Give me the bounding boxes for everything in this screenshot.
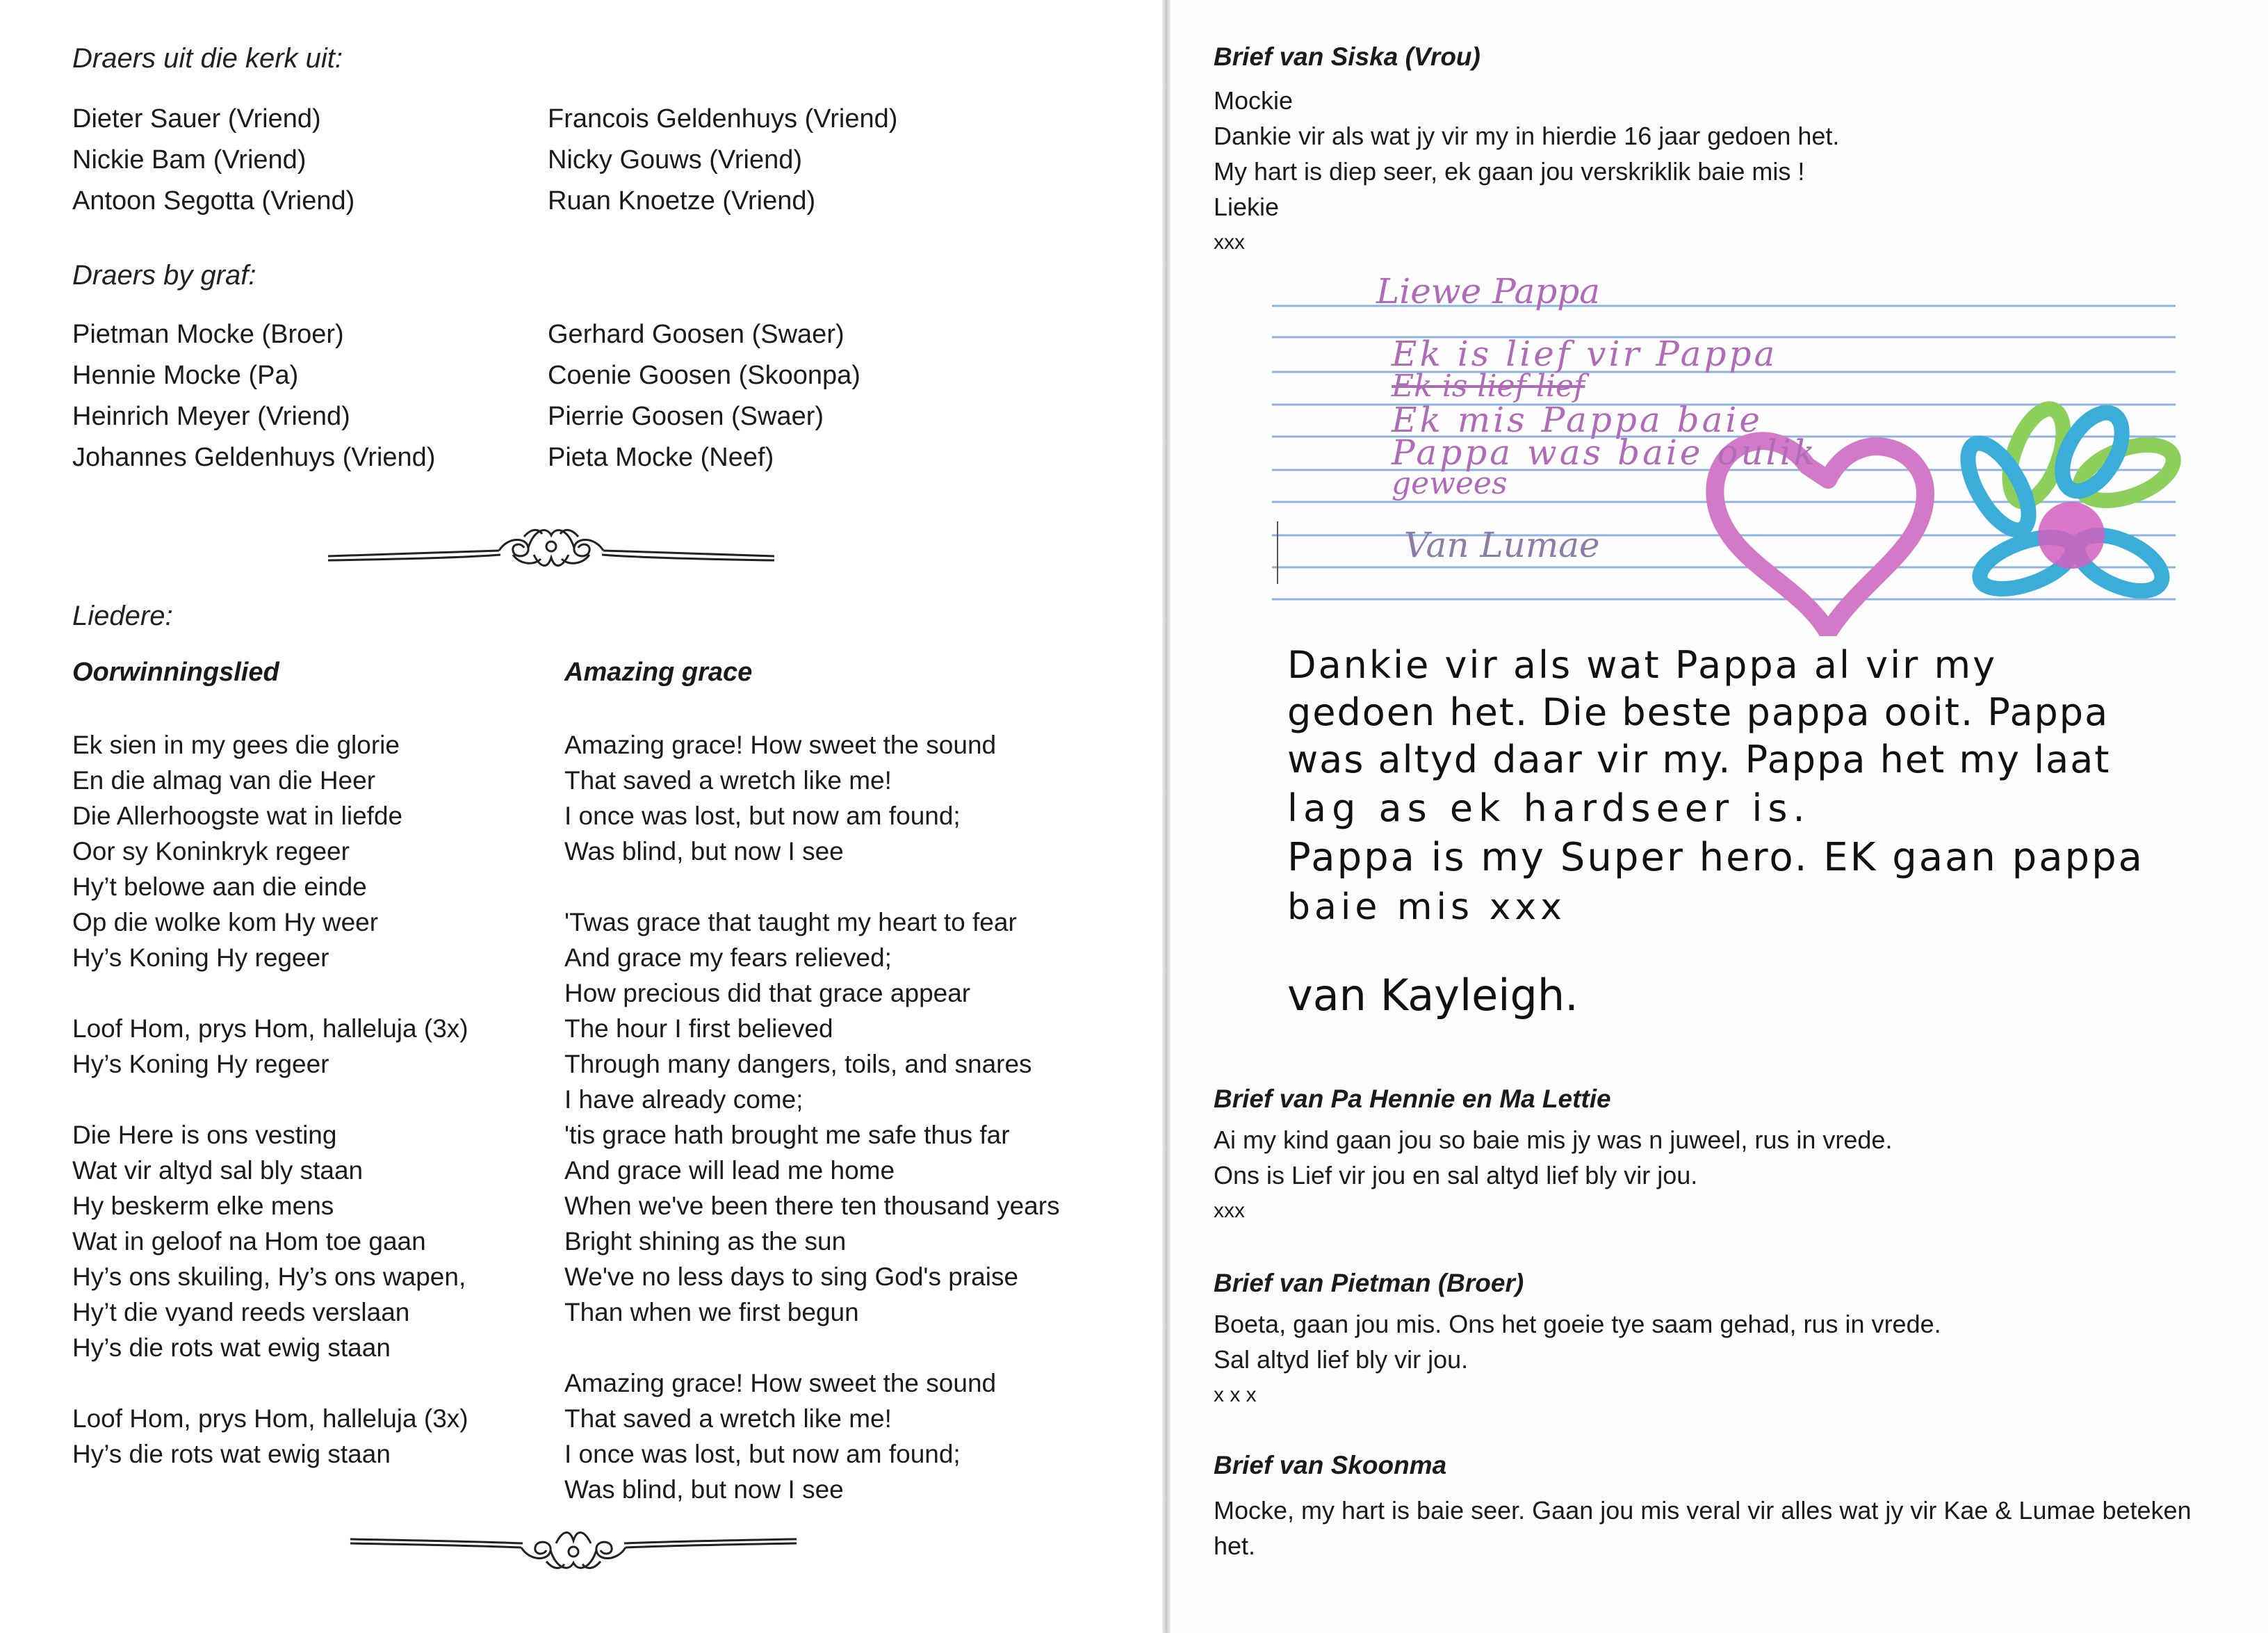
handwritten-line: gedoen het. Die beste pappa ooit. Pappa [1287, 690, 2110, 734]
bearer-name: Francois Geldenhuys (Vriend) [548, 104, 898, 133]
lyric-line: Amazing grace! How sweet the sound [564, 731, 997, 759]
letter-title: Brief van Skoonma [1214, 1451, 1447, 1479]
lyric-line: Hy’s Koning Hy regeer [72, 1050, 329, 1078]
letter-line: Sal altyd lief bly vir jou. [1214, 1345, 1469, 1374]
lyric-line: 'tis grace hath brought me safe thus far [564, 1121, 1010, 1149]
child-writing-signature: Van Lumae [1404, 525, 1600, 565]
letter-kisses: xxx [1214, 1199, 1245, 1222]
lyric-line: Was blind, but now I see [564, 1475, 844, 1504]
lyric-line: We've no less days to sing God's praise [564, 1262, 1019, 1291]
letter-line: Boeta, gaan jou mis. Ons het goeie tye saam gehad, rus in vrede. [1214, 1310, 1941, 1338]
bearer-name: Coenie Goosen (Skoonpa) [548, 361, 860, 390]
letter-siska [1214, 39, 1839, 260]
lyric-line: The hour I first believed [564, 1014, 833, 1043]
lyric-line: Through many dangers, toils, and snares [564, 1050, 1032, 1078]
bearer-name: Pierrie Goosen (Swaer) [548, 402, 824, 431]
bearer-name: Ruan Knoetze (Vriend) [548, 186, 816, 216]
bearer-name: Dieter Sauer (Vriend) [72, 104, 321, 133]
child-writing-line: Ek mis Pappa baie [1392, 400, 1763, 440]
stanza-gap [72, 975, 468, 1011]
stanza-gap [564, 869, 1060, 904]
letter-kisses: x x x [1214, 1383, 1257, 1406]
letter-pietman [1214, 1265, 1941, 1413]
child-writing-line: gewees [1392, 466, 1508, 501]
lyric-line: Hy’s die rots wat ewig staan [72, 1440, 391, 1468]
letter-line: Mocke, my hart is baie seer. Gaan jou mis veral vir alles wat jy vir Kae & Lumae beteken [1214, 1496, 2192, 1525]
handwritten-line: baie mis xxx [1287, 886, 1566, 928]
pallbearers-grave-col1 [72, 314, 435, 478]
song2-lyrics [564, 727, 1060, 1507]
bearer-name: Nicky Gouws (Vriend) [548, 145, 803, 174]
lyric-line: I have already come; [564, 1085, 803, 1114]
stanza-gap [564, 1330, 1060, 1365]
letter-line: Ai my kind gaan jou so baie mis jy was n juweel, rus in vrede. [1214, 1126, 1893, 1154]
bearer-name: Hennie Mocke (Pa) [72, 361, 299, 390]
handwritten-line: was altyd daar vir my. Pappa het my laat [1287, 738, 2111, 781]
letter-parents [1214, 1081, 1892, 1228]
lyric-line: Oor sy Koninkryk regeer [72, 837, 350, 866]
letter-line: My hart is diep seer, ek gaan jou verskriklik baie mis ! [1214, 157, 1805, 186]
lyric-line: Bright shining as the sun [564, 1227, 847, 1256]
bearer-name: Heinrich Meyer (Vriend) [72, 402, 350, 431]
handwritten-line: Dankie vir als wat Pappa al vir my [1287, 643, 1998, 687]
handwritten-line: Pappa is my Super hero. EK gaan pappa [1287, 835, 2144, 880]
lyric-line: Die Here is ons vesting [72, 1121, 337, 1149]
handwritten-signature: van Kayleigh. [1287, 970, 1578, 1021]
lyric-line: Amazing grace! How sweet the sound [564, 1369, 997, 1397]
lyric-line: Hy’s Koning Hy regeer [72, 943, 329, 972]
child-writing-line: Ek is lief lief [1392, 368, 1585, 404]
child-writing-line: Pappa was baie oulik [1392, 432, 1818, 473]
lyric-line: Loof Hom, prys Hom, halleluja (3x) [72, 1404, 468, 1433]
lyric-line: Wat in geloof na Hom toe gaan [72, 1227, 426, 1256]
lyric-line: Hy’s ons skuiling, Hy’s ons wapen, [72, 1262, 466, 1291]
lyric-line: Hy’t die vyand reeds verslaan [72, 1298, 410, 1326]
child-writing-line: Liewe Pappa [1376, 271, 1601, 311]
lyric-line: Hy beskerm elke mens [72, 1192, 334, 1220]
lyric-line: Loof Hom, prys Hom, halleluja (3x) [72, 1014, 468, 1043]
lyric-line: 'Twas grace that taught my heart to fear [564, 908, 1017, 936]
letter-line: het. [1214, 1532, 1256, 1560]
letter-skoonma [1214, 1447, 2228, 1563]
bearer-name: Johannes Geldenhuys (Vriend) [72, 443, 436, 472]
pallbearers-grave-col2 [548, 314, 860, 478]
lyric-line: That saved a wretch like me! [564, 1404, 892, 1433]
lyric-line: Die Allerhoogste wat in liefde [72, 802, 403, 830]
stanza-gap [72, 1082, 468, 1117]
lyric-line: How precious did that grace appear [564, 979, 971, 1007]
lyric-line: I once was lost, but now am found; [564, 802, 961, 830]
page-fold [1162, 0, 1170, 1633]
bearer-name: Pietman Mocke (Broer) [72, 320, 344, 349]
lyric-line: And grace will lead me home [564, 1156, 895, 1185]
lyric-line: Op die wolke kom Hy weer [72, 908, 379, 936]
pallbearers-church-col1 [72, 99, 354, 222]
lyric-line: Wat vir altyd sal bly staan [72, 1156, 364, 1185]
songs-heading: Liedere: [72, 601, 173, 631]
pallbearers-church-heading: Draers uit die kerk uit: [72, 43, 343, 74]
lyric-line: Hy’t belowe aan die einde [72, 872, 367, 901]
lyric-line: En die almag van die Heer [72, 766, 376, 795]
bearer-name: Antoon Segotta (Vriend) [72, 186, 355, 216]
lyric-line: When we've been there ten thousand years [564, 1192, 1060, 1220]
stanza-gap [72, 1365, 468, 1401]
letter-line: Ons is Lief vir jou en sal altyd lief bly vir jou. [1214, 1161, 1698, 1189]
child-drawing [1272, 257, 2208, 636]
right-page [1170, 0, 2268, 1633]
lyric-line: And grace my fears relieved; [564, 943, 892, 972]
lyric-line: I once was lost, but now am found; [564, 1440, 961, 1468]
pallbearers-grave-heading: Draers by graf: [72, 260, 256, 291]
lyric-line: Ek sien in my gees die glorie [72, 731, 400, 759]
letter-line: Dankie vir als wat jy vir my in hierdie 16 jaar gedoen het. [1214, 122, 1840, 150]
ornament-divider-bottom [348, 1522, 799, 1582]
letter-line: Liekie [1214, 193, 1280, 221]
bearer-name: Gerhard Goosen (Swaer) [548, 320, 845, 349]
bearer-name: Pieta Mocke (Neef) [548, 443, 774, 472]
lyric-line: Hy’s die rots wat ewig staan [72, 1333, 391, 1362]
lyric-line: Than when we first begun [564, 1298, 859, 1326]
handwritten-line: lag as ek hardseer is. [1287, 786, 1811, 830]
ornament-divider-top [325, 516, 777, 576]
letter-line: Mockie [1214, 86, 1294, 115]
letter-kisses: xxx [1214, 231, 1245, 254]
lyric-line: Was blind, but now I see [564, 837, 844, 866]
letter-title: Brief van Pa Hennie en Ma Lettie [1214, 1084, 1611, 1113]
lyric-line: That saved a wretch like me! [564, 766, 892, 795]
song1-title: Oorwinningslied [72, 658, 279, 687]
song1-lyrics [72, 727, 468, 1472]
child-writing-line: Ek is lief vir Pappa [1392, 334, 1778, 374]
letter-title: Brief van Siska (Vrou) [1214, 42, 1480, 71]
kayleigh-handwritten-note [1287, 643, 2191, 1039]
letter-title: Brief van Pietman (Broer) [1214, 1269, 1524, 1297]
song2-title: Amazing grace [564, 658, 753, 687]
pallbearers-church-col2 [548, 99, 897, 222]
bearer-name: Nickie Bam (Vriend) [72, 145, 307, 174]
